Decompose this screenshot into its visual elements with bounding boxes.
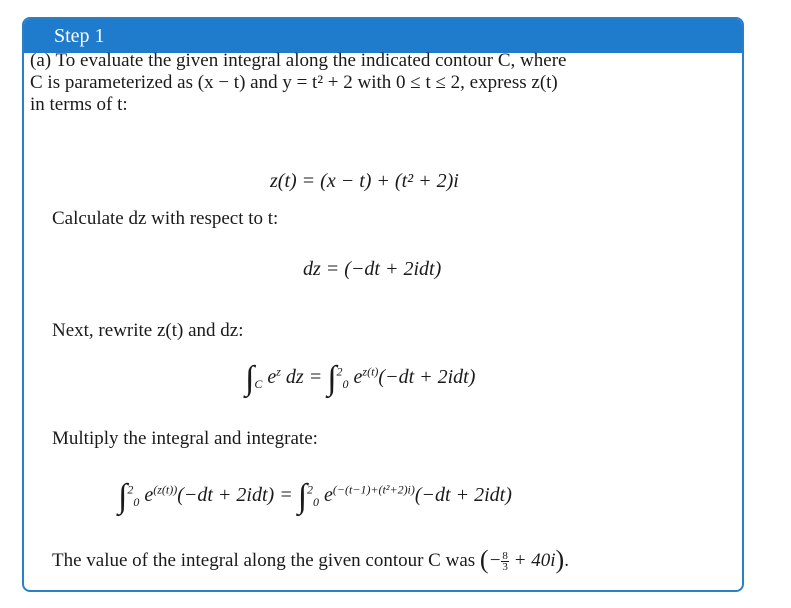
equation-contour-integral xyxy=(245,360,475,398)
step-header: Step 1 xyxy=(24,19,742,53)
multiply-label: Multiply the integral and integrate: xyxy=(52,428,318,449)
open-paren: ( xyxy=(479,545,489,574)
lhs-tail: dz = xyxy=(280,366,323,388)
integral-sign-3: ∫ xyxy=(118,478,128,515)
minus-sign: − xyxy=(488,550,502,571)
result-tail: + 40i xyxy=(513,550,556,571)
intro-line-2: C is parameterized as (x − t) and y = t² + 2 with 0 ≤ t ≤ 2, express z(t) xyxy=(30,72,558,93)
intro-paragraph xyxy=(30,50,710,116)
integral-sign-2: ∫ xyxy=(327,360,337,397)
fraction-denominator: 3 xyxy=(502,561,508,574)
integral-sign-4: ∫ xyxy=(297,478,308,515)
rhs-tail-2: (−dt + 2idt) xyxy=(414,484,512,506)
rhs-exponent-2: (−(t−1)+(t²+2)i) xyxy=(332,482,415,497)
upper-limit-2: 2 xyxy=(127,482,134,497)
lhs-base: e xyxy=(267,366,277,388)
upper-limit-3: 2 xyxy=(307,482,314,497)
result-text: The value of the integral along the given contour C was xyxy=(52,550,476,571)
contour-subscript: C xyxy=(254,377,263,391)
lower-limit: 0 xyxy=(342,377,349,391)
lower-limit-3: 0 xyxy=(313,495,320,509)
rhs-tail: (−dt + 2idt) xyxy=(378,366,476,388)
lhs-exponent-2: (z(t)) xyxy=(153,482,178,497)
result-line: The value of the integral along the given contour C was (− $\frac{8}{3}$ + 40i). xyxy=(52,545,569,574)
integral-sign: ∫ xyxy=(245,360,255,397)
equation-integrate xyxy=(118,478,512,516)
rhs-exponent: z(t) xyxy=(362,364,379,379)
close-paren: ) xyxy=(555,545,565,574)
lhs-exponent: z xyxy=(276,364,281,379)
fraction-numerator: 8 xyxy=(502,550,508,563)
lower-limit-2: 0 xyxy=(133,495,140,509)
rhs-base: e xyxy=(353,366,363,388)
lhs-base-2: e xyxy=(144,484,154,506)
calc-label: Calculate dz with respect to t: xyxy=(52,208,279,229)
lhs-tail-2: (−dt + 2idt) = xyxy=(177,484,293,506)
rewrite-label: Next, rewrite z(t) and dz: xyxy=(52,320,244,341)
result-fraction xyxy=(501,551,509,572)
rhs-base-2: e xyxy=(324,484,333,506)
intro-line-3: in terms of t: xyxy=(30,94,128,115)
equation-dz: dz = (−dt + 2idt) xyxy=(303,258,442,280)
intro-line-1: (a) To evaluate the given integral along the indicated contour C, where xyxy=(30,50,567,71)
upper-limit: 2 xyxy=(336,364,343,379)
equation-z-of-t: z(t) = (x − t) + (t² + 2)i xyxy=(270,170,459,192)
